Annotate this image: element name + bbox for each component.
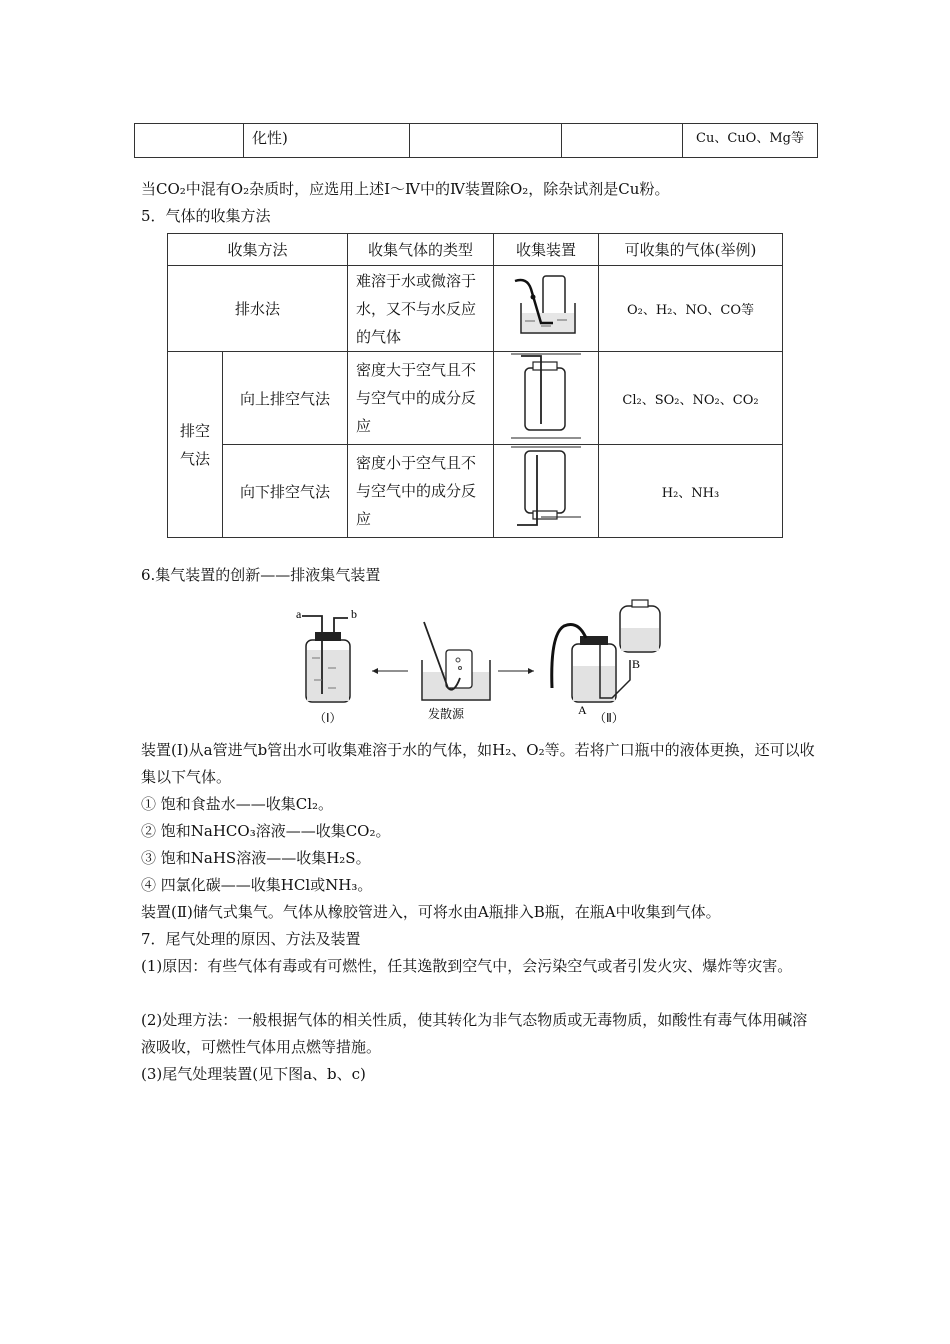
table-row xyxy=(168,445,783,538)
purification-table-fragment xyxy=(134,123,818,158)
section7-heading: 7．尾气处理的原因、方法及装置 xyxy=(141,930,361,948)
list-item: ④ 四氯化碳——收集HCl或NH₃。 xyxy=(141,876,373,894)
header-apparatus: 收集装置 xyxy=(494,234,599,266)
table-cell xyxy=(135,124,244,158)
group-cell xyxy=(168,352,223,538)
downward-air-displacement-apparatus xyxy=(511,445,581,533)
label-A: A xyxy=(578,703,587,717)
table-row xyxy=(168,352,783,445)
header-type: 收集气体的类型 xyxy=(348,234,494,266)
method-cell: 向下排空气法 xyxy=(223,445,348,538)
type-cell: 密度小于空气且不与空气中的成分反应 xyxy=(348,445,494,538)
water-displacement-apparatus xyxy=(511,271,581,343)
label-source: 发散源 xyxy=(428,707,465,721)
label-a: a xyxy=(296,607,302,621)
source-apparatus xyxy=(422,622,490,700)
apparatus-cell xyxy=(494,445,599,538)
table-cell xyxy=(562,124,683,158)
liquid-displacement-figure xyxy=(288,598,668,728)
list-item: ① 饱和食盐水——收集Cl₂。 xyxy=(141,795,334,813)
table-cell: 化性) xyxy=(244,124,410,158)
group-label: 排空气法 xyxy=(180,421,211,468)
label-device-II: （Ⅱ） xyxy=(594,711,624,725)
label-device-I: （Ⅰ） xyxy=(314,711,342,725)
section7-paragraph-1: (1)原因：有些气体有毒或有可燃性，任其逸散到空气中，会污染空气或者引发火灾、爆炸等灾害。 xyxy=(141,957,793,975)
apparatus-cell xyxy=(494,266,599,352)
examples-cell: Cl₂、SO₂、NO₂、CO₂ xyxy=(599,352,783,445)
intro-paragraph: 当CO₂中混有O₂杂质时，应选用上述Ⅰ～Ⅳ中的Ⅳ装置除O₂，除杂试剂是Cu粉。 xyxy=(141,180,670,198)
device-II-apparatus xyxy=(552,600,660,702)
list-item: ② 饱和NaHCO₃溶液——收集CO₂。 xyxy=(141,822,391,840)
device-I-bottle xyxy=(302,616,350,702)
section7-paragraph-3: (3)尾气处理装置(见下图a、b、c) xyxy=(141,1065,366,1083)
section5-heading: 5．气体的收集方法 xyxy=(141,207,271,225)
type-cell: 难溶于水或微溶于水，又不与水反应的气体 xyxy=(348,266,494,352)
collection-methods-table xyxy=(167,233,783,538)
upward-air-displacement-apparatus xyxy=(511,352,581,440)
label-B: B xyxy=(632,657,641,671)
apparatus-cell xyxy=(494,352,599,445)
table-cell xyxy=(410,124,562,158)
type-cell: 密度大于空气且不与空气中的成分反应 xyxy=(348,352,494,445)
section6-heading: 6.集气装置的创新——排液集气装置 xyxy=(141,566,381,584)
table-cell: Cu、CuO、Mg等 xyxy=(683,124,818,158)
method-cell: 排水法 xyxy=(168,266,348,352)
section6-paragraph-1: 装置(Ⅰ)从a管进气b管出水可收集难溶于水的气体，如H₂、O₂等。若将广口瓶中的液体更换，还可以收集以下气体。 xyxy=(141,741,815,786)
table-row xyxy=(168,266,783,352)
section7-paragraph-2: (2)处理方法：一般根据气体的相关性质，使其转化为非气态物质或无毒物质，如酸性有毒气体用碱溶液吸收，可燃性气体用点燃等措施。 xyxy=(141,1011,808,1056)
section6-paragraph-2: 装置(Ⅱ)储气式集气。气体从橡胶管进入，可将水由A瓶排入B瓶，在瓶A中收集到气体。 xyxy=(141,903,721,921)
header-examples: 可收集的气体(举例) xyxy=(599,234,783,266)
label-b: b xyxy=(351,607,357,621)
table-header-row xyxy=(168,234,783,266)
list-item: ③ 饱和NaHS溶液——收集H₂S。 xyxy=(141,849,371,867)
examples-cell: H₂、NH₃ xyxy=(599,445,783,538)
method-cell: 向上排空气法 xyxy=(223,352,348,445)
examples-cell: O₂、H₂、NO、CO等 xyxy=(599,266,783,352)
table-row xyxy=(135,124,818,158)
header-method: 收集方法 xyxy=(168,234,348,266)
